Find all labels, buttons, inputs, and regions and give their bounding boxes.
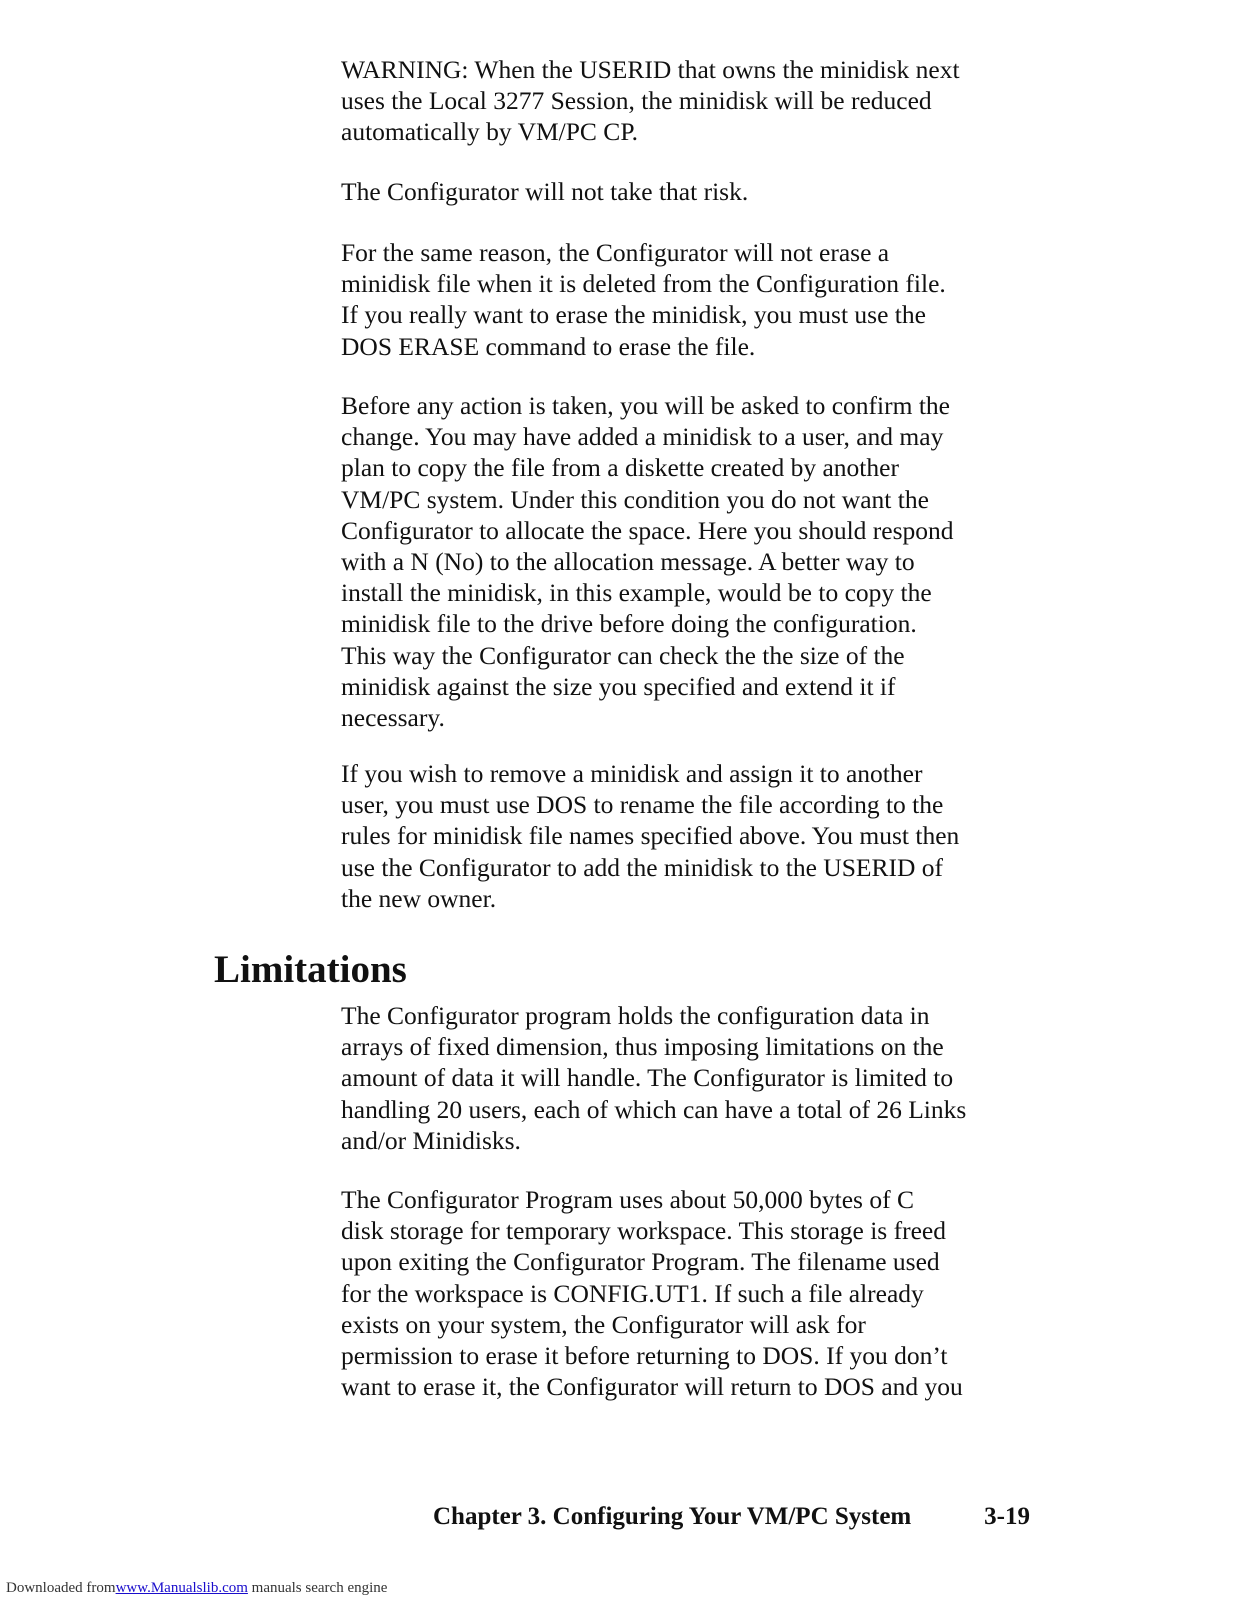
text-line: exists on your system, the Configurator will ask for [341, 1309, 866, 1339]
text-line: minidisk against the size you specified and extend it if [341, 671, 896, 701]
text-line: for the workspace is CONFIG.UT1. If such a file already [341, 1278, 924, 1308]
paragraph-limitations-workspace [341, 1184, 1041, 1402]
text-line: automatically by VM/PC CP. [341, 117, 639, 147]
text-line: DOS ERASE command to erase the file. [341, 331, 756, 361]
paragraph-before-action [341, 390, 1041, 733]
section-heading-limitations: Limitations [214, 948, 407, 991]
text-line: WARNING: When the USERID that owns the minidisk next [341, 55, 960, 84]
text-line: the new owner. [341, 883, 497, 913]
text-line: Configurator to allocate the space. Here you should respond [341, 515, 954, 545]
text-line: change. You may have added a minidisk to a user, and may [341, 422, 944, 452]
text-line: uses the Local 3277 Session, the minidisk will be reduced [341, 86, 932, 116]
text-line: permission to erase it before returning to DOS. If you don’t [341, 1341, 948, 1371]
text-line: plan to copy the file from a diskette created by another [341, 453, 899, 483]
text-line: with a N (No) to the allocation message. A better way to [341, 547, 915, 577]
text-line: If you really want to erase the minidisk, you must use the [341, 300, 926, 330]
text-line: necessary. [341, 703, 445, 733]
download-prefix: Downloaded from [6, 1580, 116, 1596]
text-line: The Configurator Program uses about 50,000 bytes of C [341, 1185, 914, 1214]
text-line: minidisk file to the drive before doing the configuration. [341, 609, 917, 639]
manualslib-link[interactable]: www.Manualslib.com [115, 1580, 248, 1596]
text-line: rules for minidisk file names specified above. You must then [341, 821, 960, 851]
text-line: amount of data it will handle. The Configurator is limited to [341, 1063, 954, 1093]
page-footer [433, 1502, 1030, 1532]
text-line: use the Configurator to add the minidisk to the USERID of [341, 852, 944, 882]
text-line: want to erase it, the Configurator will return to DOS and you [341, 1372, 963, 1402]
download-suffix: manuals search engine [247, 1580, 388, 1596]
text-line: The Configurator program holds the configuration data in [341, 1001, 930, 1030]
text-line: Before any action is taken, you will be asked to confirm the [341, 391, 950, 420]
text-line: and/or Minidisks. [341, 1125, 521, 1155]
text-line: minidisk file when it is deleted from the Configuration file. [341, 269, 946, 299]
text-line: handling 20 users, each of which can have a total of 26 Links [341, 1094, 967, 1124]
footer-page-number: 3-19 [984, 1503, 1030, 1530]
text-line: disk storage for temporary workspace. This storage is freed [341, 1216, 946, 1246]
text-line: VM/PC system. Under this condition you do not want the [341, 484, 929, 514]
text-line: If you wish to remove a minidisk and assign it to another [341, 759, 923, 788]
footer-chapter-title: Chapter 3. Configuring Your VM/PC System [433, 1503, 912, 1530]
text-line: The Configurator will not take that risk. [341, 177, 749, 206]
paragraph-warning [341, 54, 1041, 148]
text-line: This way the Configurator can check the the size of the [341, 640, 905, 670]
paragraph-remove-minidisk [341, 758, 1041, 914]
text-line: For the same reason, the Configurator will not erase a [341, 238, 890, 267]
paragraph-limitations-arrays [341, 1000, 1041, 1156]
text-line: user, you must use DOS to rename the file according to the [341, 790, 944, 820]
text-line: arrays of fixed dimension, thus imposing limitations on the [341, 1032, 944, 1062]
text-line: upon exiting the Configurator Program. The filename used [341, 1247, 940, 1277]
text-line: install the minidisk, in this example, would be to copy the [341, 578, 932, 608]
paragraph-risk [341, 176, 1041, 207]
paragraph-same-reason [341, 237, 1041, 362]
download-attribution [6, 1580, 387, 1596]
